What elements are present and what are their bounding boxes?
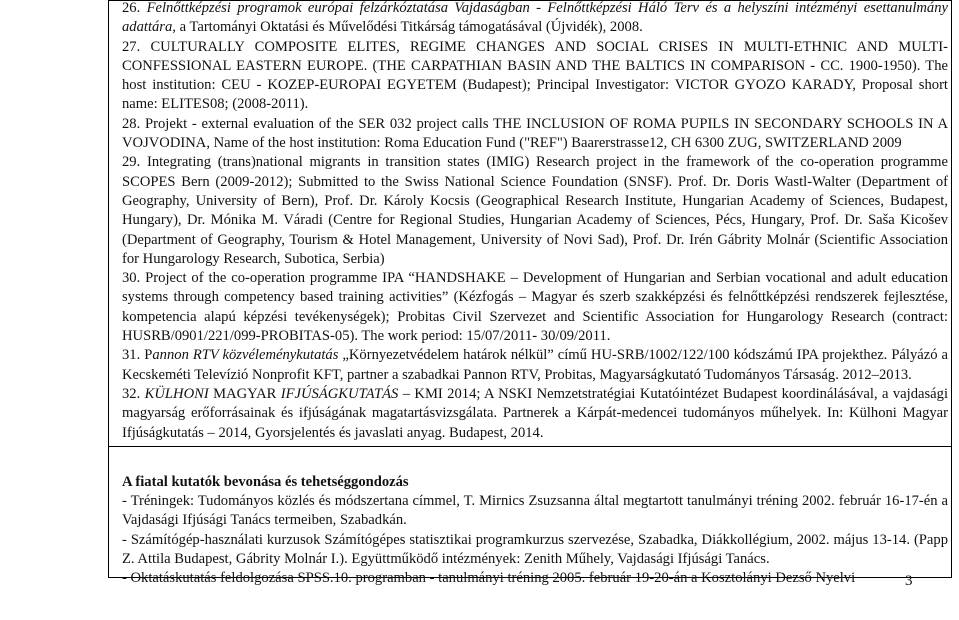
list-item: - Tréningek: Tudományos közlés és módszertana címmel, T. Mirnics Zsuzsanna által megtartott tanulmányi tréning 2002. február 16-17-én a Vajdasági Ifjúsági Tanács termeiben, Szabadkán. [122, 493, 948, 529]
entry-italic-title: IFJÚSÁGKUTATÁS – [280, 385, 411, 402]
list-item: - Oktatáskutatás feldolgozása SPSS.10. programban - tanulmányi tréning 2005. február 19-20-án a Kosztolányi Dezső Nyelvi [122, 570, 856, 587]
list-item [122, 115, 948, 154]
list-item [122, 38, 948, 115]
entry-text: Project of the co-operation programme IPA “HANDSHAKE – Development of Hungarian and Serbian vocational and adult education systems through competency based training activities” (Kézfogás – Magyar és szerb szakképzési és felnőttképzési rendszerek fejlesztése, kompetencia alapú képzési tevékenységek); Probitas Civil Szervezet and Scientific Association for Hungarology Research (contract: HUSRB/0901/221/099-PROBITAS-05). The work period: 15/07/2011- 30/09/2011. [122, 270, 948, 345]
list-item [122, 0, 948, 38]
table-left-border [108, 0, 109, 577]
list-item [122, 385, 948, 443]
list-item [122, 346, 948, 385]
entry-number: 32. [122, 385, 141, 402]
page-number: 3 [905, 573, 913, 589]
entry-number: 28. [122, 115, 141, 132]
table-right-border [951, 0, 952, 577]
list-item [122, 269, 948, 346]
entry-italic-title: KÜLHONI [144, 385, 209, 402]
list-item [122, 153, 948, 269]
entry-text: Integrating (trans)national migrants in transition states (IMIG) Research project in the framework of the co-operation programme SCOPES Bern (2009-2012); Submitted to the Swiss National Science Foundation (SNSF). Prof. Dr. Doris Wastl-Walter (Department of Geography, University of Bern), Prof. Dr. Károly Kocsis (Geographical Research Institute, Hungarian Academy of Sciences, Budapest, Hungary), Dr. Mónika M. Váradi (Centre for Regional Studies, Hungarian Academy of Sciences, Pécs, Hungary, Prof. Dr. Saša Kicošev (Department of Geography, Tourism & Hotel Management, University of Novi Sad), Prof. Dr. Irén Gábrity Molnár (Scientific Association for Hungarology Research, Subotica, Serbia) [122, 154, 948, 267]
entry-text: P [144, 347, 153, 364]
entry-number: 26. [122, 0, 141, 16]
entry-italic-title: annon RTV közvéleménykutatás [152, 347, 339, 364]
list-item: - Számítógép-használati kurzusok Számítógépes statisztikai programkurzus szervezése, Szabadka, Diákkollégium, 2002. május 13-14. (Papp Z. Attila Budapest, Gábrity Molnár I.). Együttműködő intézmények: Zenith Műhely, Vajdasági Ifjúsági Tanács. [122, 531, 948, 568]
entry-text: KMI 2014; A NSKI Nemzetstratégiai Kutatóintézet Budapest koordinálásával, a vajdasági magyarság erőforrásainak és ifjúságának magatartásvizsgálata. Partnerek a Kárpát-medencei tudományos műhelyek. In: Külhoni Magyar Ifjúságkutatás – 2014, Gyorsjelentés és javaslati anyag. Budapest, 2014. [122, 385, 948, 441]
entry-text: , a Tartományi Oktatási és Művelődési Titkárság támogatásával (Újvidék), 2008. [172, 19, 643, 36]
entry-italic-title: Felnőttképzési programok európai felzárkóztatása Vajdaságban - Felnőttképzési Háló Terv és a helyszíni intézményi esettanulmány adattára [122, 0, 948, 36]
document-body [122, 0, 948, 589]
entry-text: CULTURALLY COMPOSITE ELITES, REGIME CHANGES AND SOCIAL CRISES IN MULTI-ETHNIC AND MULTI-CONFESSIONAL EASTERN EUROPE. (THE CARPATHIAN BASIN AND THE BALTICS IN COMPARISON - CC. 1900-1950). The host institution: CEU - KOZEP-EUROPAI EGYETEM (Budapest); Principal Investigator: VICTOR GYOZO KARADY, Proposal short name: ELITES08; (2008-2011). [122, 38, 948, 113]
entry-text: MAGYAR [208, 385, 281, 402]
entry-text: Projekt - external evaluation of the SER 032 project calls THE INCLUSION OF ROMA PUPILS IN SECONDARY SCHOOLS IN A VOJVODINA, Name of the host institution: Roma Education Fund ("REF") Baarerstrasse12, CH 6300 ZUG, SWITZERLAND 2009 [122, 115, 948, 152]
entry-number: 27. [122, 38, 141, 55]
entry-number: 30. [122, 270, 141, 287]
section-title: A fiatal kutatók bevonása és tehetséggondozás [122, 473, 409, 490]
entry-number: 31. [122, 347, 141, 364]
entry-number: 29. [122, 154, 141, 171]
entry-text: „Környezetvédelem határok nélkül” című HU-SRB/1002/122/100 kódszámú IPA projekthez. Pályázó a Kecskeméti Televízió Nonprofit KFT, partner a szabadkai Pannon RTV, Probitas, Magyarságkutató Tudományos Társaság. 2012–2013. [122, 347, 948, 383]
